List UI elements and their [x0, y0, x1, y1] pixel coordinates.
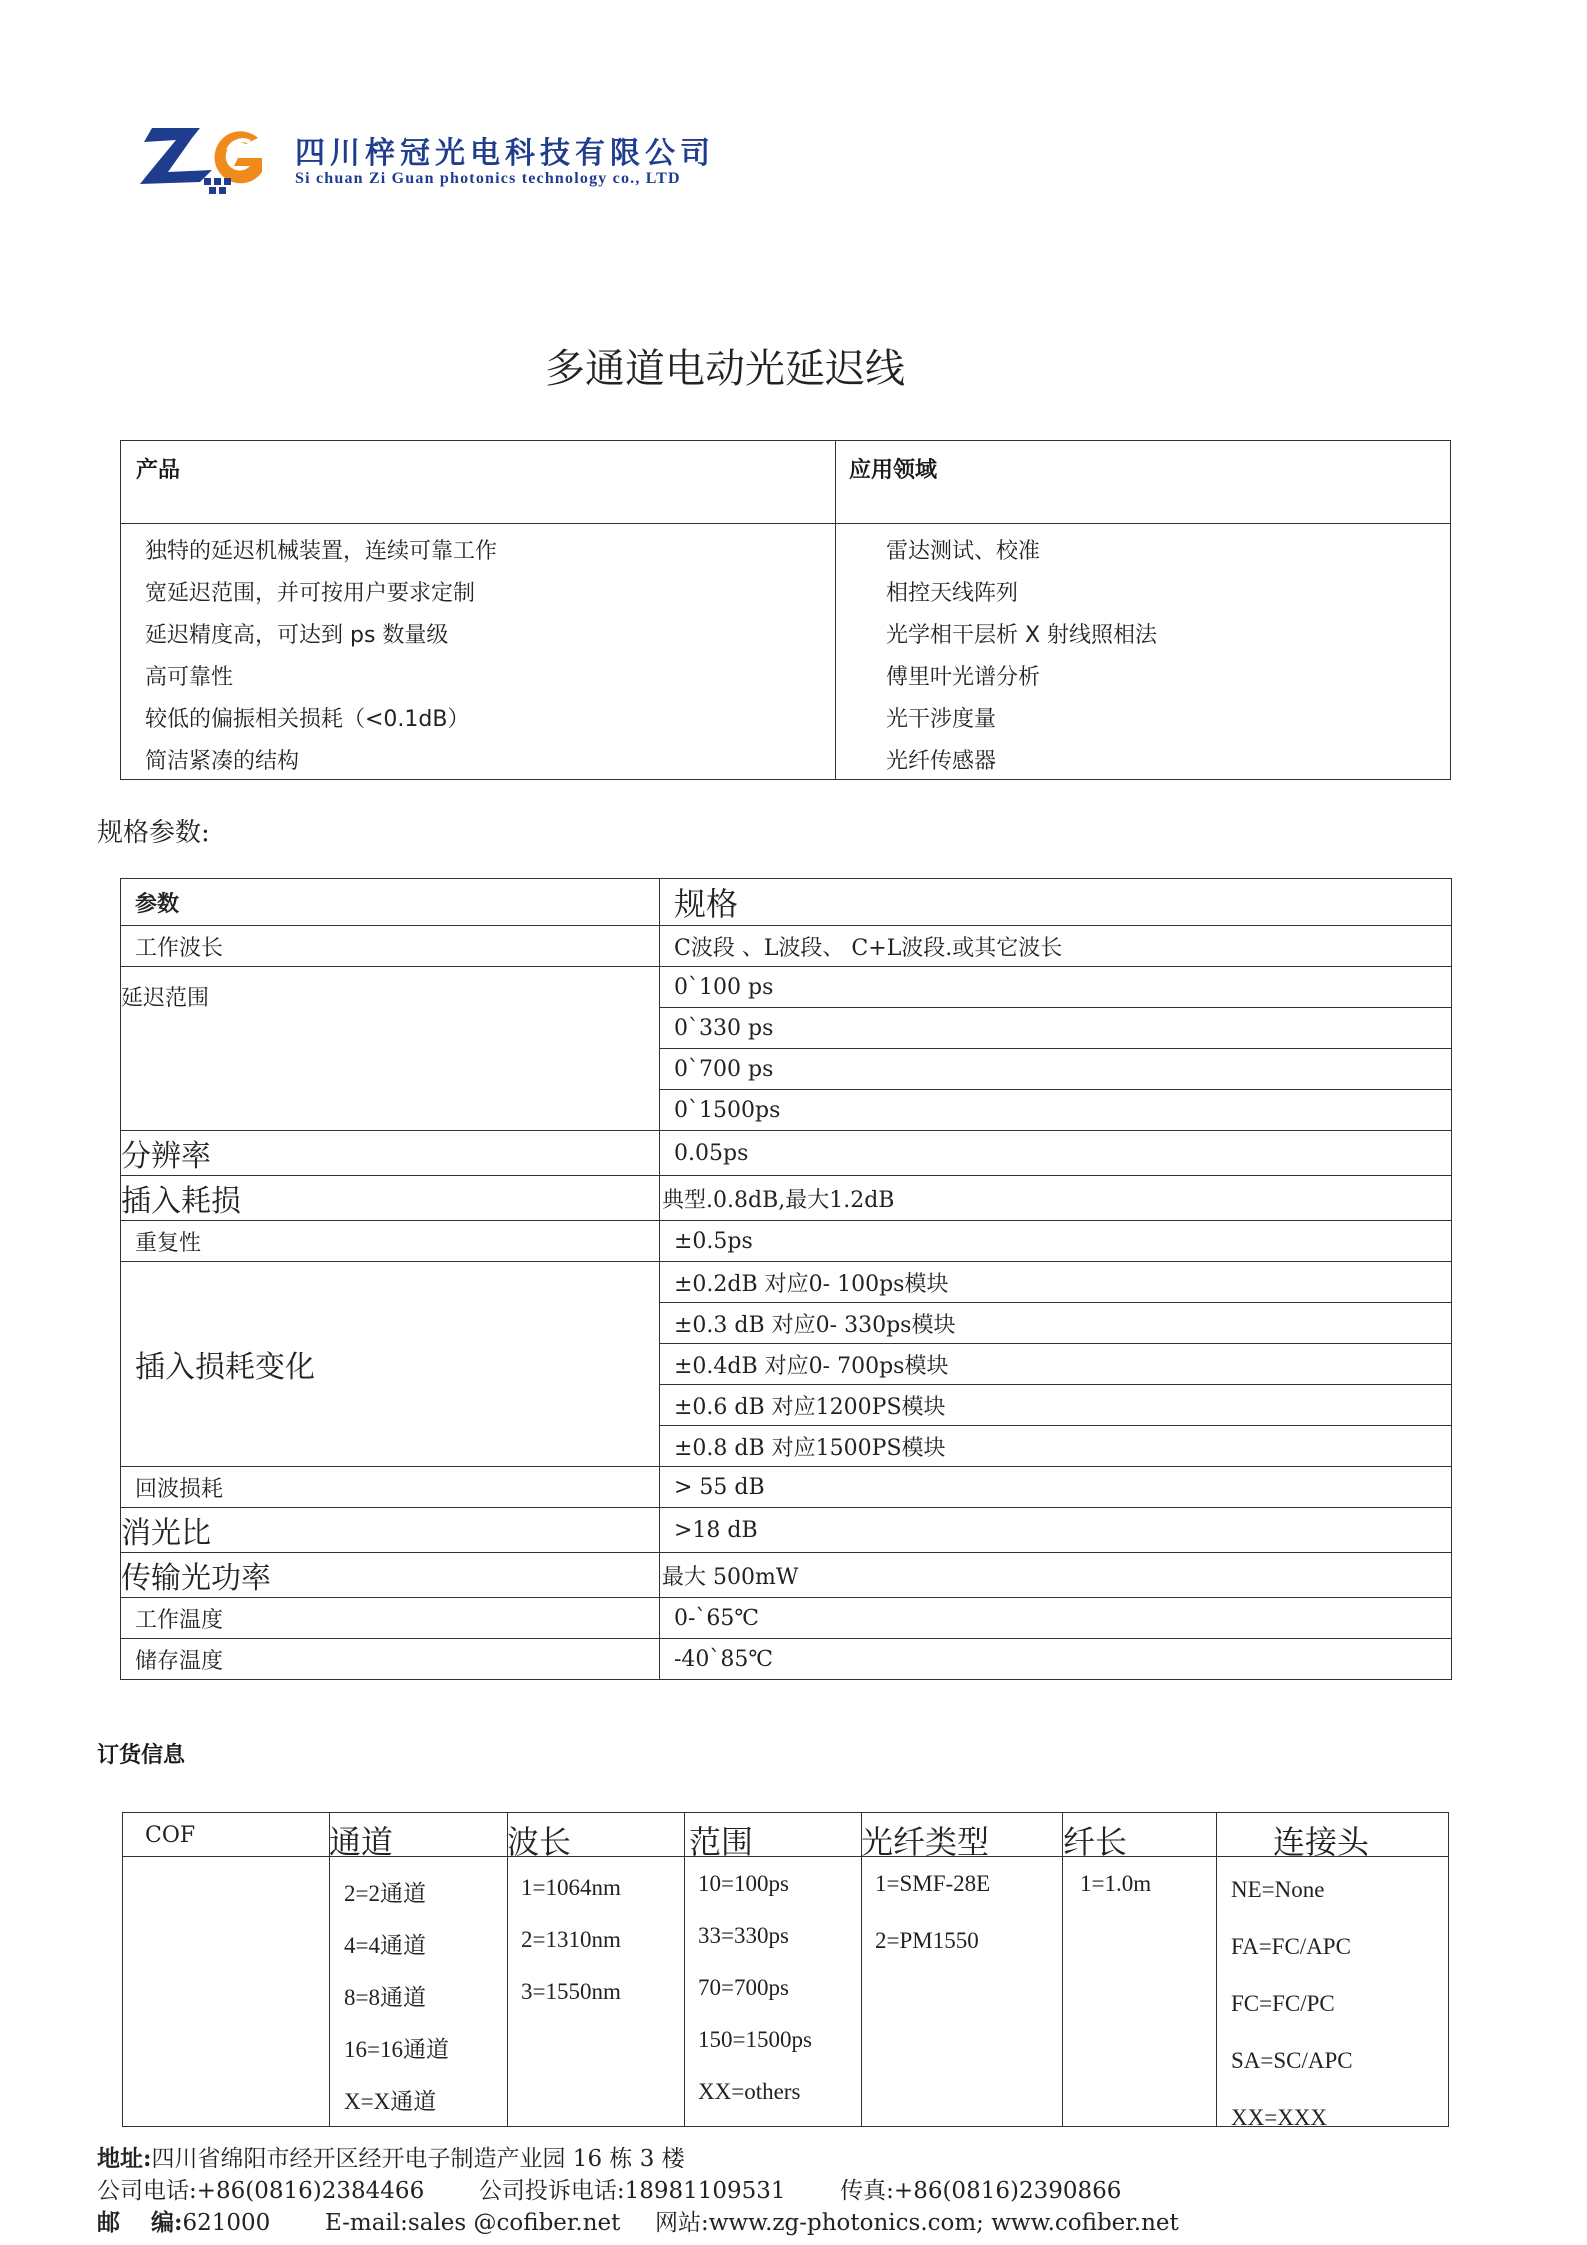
table-row [121, 1131, 1452, 1176]
list-item: 2=2通道 [344, 1881, 426, 1906]
spec-table [120, 878, 1452, 1680]
il-variation-value: ±0.3 dB 对应0- 330ps模块 [660, 1303, 1452, 1344]
list-item: 150=1500ps [698, 2027, 812, 2052]
complaint-value: 18981109531 [624, 2178, 786, 2204]
list-item: FC=FC/PC [1231, 1991, 1335, 2016]
list-item: 光纤传感器 [886, 749, 997, 774]
zip-value: 621000 [182, 2210, 271, 2236]
list-item: 雷达测试、校准 [886, 539, 1041, 564]
op-temp-value: 0-`65℃ [660, 1598, 1452, 1639]
list-item: 光干涉度量 [886, 707, 997, 732]
wavelength-options [521, 1875, 621, 2031]
table-divider [684, 1813, 685, 2126]
table-divider [123, 1856, 1448, 1857]
table-row [121, 1639, 1452, 1680]
phone-label: 公司电话: [97, 2178, 197, 2204]
delay-range-value: 0`330 ps [660, 1008, 1452, 1049]
insertion-loss-value: 典型.0.8dB,最大1.2dB [660, 1176, 1452, 1221]
email-link[interactable]: sales @cofiber.net [407, 2210, 621, 2236]
list-item: NE=None [1231, 1877, 1325, 1902]
list-item: FA=FC/APC [1231, 1934, 1351, 1959]
features-table [120, 440, 1451, 780]
table-row [121, 1553, 1452, 1598]
list-item: 延迟精度高，可达到 ps 数量级 [145, 623, 449, 648]
application-header: 应用领域 [849, 458, 938, 483]
list-item: 70=700ps [698, 1975, 789, 2000]
table-row [121, 967, 1452, 1008]
list-item: 高可靠性 [145, 665, 234, 690]
extinction-value: >18 dB [660, 1508, 1452, 1553]
list-item: 光学相干层析 X 射线照相法 [886, 623, 1158, 648]
table-row [121, 879, 1452, 926]
company-name-en: Si chuan Zi Guan photonics technology co., LTD [295, 170, 681, 187]
return-loss-label: 回波损耗 [121, 1467, 660, 1508]
list-item: 1=1.0m [1080, 1871, 1152, 1896]
il-variation-value: ±0.6 dB 对应1200PS模块 [660, 1385, 1452, 1426]
resolution-label: 分辨率 [121, 1131, 660, 1176]
list-item: 33=330ps [698, 1923, 789, 1948]
insertion-loss-label: 插入耗损 [121, 1176, 660, 1221]
wavelength-label: 工作波长 [121, 926, 660, 967]
delay-range-value: 0`1500ps [660, 1090, 1452, 1131]
repeatability-label: 重复性 [121, 1221, 660, 1262]
address-label: 地址: [97, 2145, 152, 2172]
table-divider [1216, 1813, 1217, 2126]
list-item: 10=100ps [698, 1871, 789, 1896]
contact-line-2 [97, 2204, 1179, 2237]
order-prefix: COF [145, 1823, 196, 1848]
op-temp-label: 工作温度 [121, 1598, 660, 1639]
connector-header: 连接头 [1273, 1823, 1370, 1861]
web-link[interactable]: www.zg-photonics.com; www.cofiber.net [708, 2210, 1179, 2236]
product-header: 产品 [136, 458, 181, 483]
wavelength-header: 波长 [507, 1823, 572, 1861]
delay-range-value: 0`700 ps [660, 1049, 1452, 1090]
address-line [97, 2140, 685, 2173]
resolution-value: 0.05ps [660, 1131, 1452, 1176]
table-row [121, 1508, 1452, 1553]
zg-logo-icon [130, 120, 278, 198]
repeatability-value: ±0.5ps [660, 1221, 1452, 1262]
company-name-cn: 四川梓冠光电科技有限公司 [295, 136, 715, 171]
fax-label: 传真: [840, 2178, 894, 2204]
list-item: 较低的偏振相关损耗（<0.1dB） [145, 707, 470, 732]
list-item: 1=SMF-28E [875, 1871, 991, 1896]
fax-value: +86(0816)2390866 [893, 2178, 1122, 2204]
order-heading: 订货信息 [97, 1743, 186, 1768]
channels-options [344, 1875, 449, 2135]
list-item: 相控天线阵列 [886, 581, 1019, 606]
phone-value: +86(0816)2384466 [196, 2178, 425, 2204]
application-list [886, 531, 1157, 783]
page-title: 多通道电动光延迟线 [545, 346, 905, 392]
return-loss-value: > 55 dB [660, 1467, 1452, 1508]
list-item: 16=16通道 [344, 2037, 449, 2062]
delay-range-value: 0`100 ps [660, 967, 1452, 1008]
fiber-type-options [875, 1871, 990, 1985]
value-header: 规格 [660, 879, 1452, 926]
table-divider [121, 523, 1450, 524]
optical-power-label: 传输光功率 [121, 1553, 660, 1598]
contact-line [97, 2172, 1121, 2205]
storage-temp-label: 储存温度 [121, 1639, 660, 1680]
table-row [121, 1221, 1452, 1262]
fiber-length-options [1080, 1871, 1151, 1923]
wavelength-value: C波段 、L波段、 C+L波段.或其它波长 [660, 926, 1452, 967]
table-row [121, 1467, 1452, 1508]
channels-header: 通道 [329, 1823, 394, 1861]
list-item: XX=XXX [1231, 2105, 1328, 2130]
table-row [121, 1262, 1452, 1303]
list-item: 4=4通道 [344, 1933, 426, 1958]
range-options [698, 1871, 812, 2131]
delay-range-label: 延迟范围 [121, 967, 660, 1131]
il-variation-value: ±0.8 dB 对应1500PS模块 [660, 1426, 1452, 1467]
table-row [121, 1598, 1452, 1639]
complaint-label: 公司投诉电话: [478, 2178, 625, 2204]
list-item: 8=8通道 [344, 1985, 426, 2010]
range-header: 范围 [689, 1823, 754, 1861]
list-item: 2=1310nm [521, 1927, 621, 1952]
list-item: X=X通道 [344, 2089, 437, 2114]
il-variation-value: ±0.2dB 对应0- 100ps模块 [660, 1262, 1452, 1303]
table-divider [835, 441, 836, 779]
fiber-length-header: 纤长 [1063, 1823, 1128, 1861]
list-item: 独特的延迟机械装置，连续可靠工作 [145, 539, 498, 564]
list-item: 傅里叶光谱分析 [886, 665, 1041, 690]
storage-temp-value: -40`85℃ [660, 1639, 1452, 1680]
zip-label: 邮 编: [97, 2209, 183, 2236]
il-variation-label: 插入损耗变化 [121, 1262, 660, 1467]
table-row [121, 1176, 1452, 1221]
product-feature-list [145, 531, 497, 783]
list-item: 1=1064nm [521, 1875, 621, 1900]
list-item: 宽延迟范围，并可按用户要求定制 [145, 581, 476, 606]
fiber-type-header: 光纤类型 [861, 1823, 990, 1861]
table-row [121, 926, 1452, 967]
extinction-label: 消光比 [121, 1508, 660, 1553]
web-label: 网站: [655, 2210, 709, 2236]
spec-heading: 规格参数: [97, 818, 210, 848]
list-item: SA=SC/APC [1231, 2048, 1353, 2073]
connector-options [1231, 1877, 1353, 2135]
list-item: XX=others [698, 2079, 801, 2104]
list-item: 3=1550nm [521, 1979, 621, 2004]
list-item: 2=PM1550 [875, 1928, 979, 1953]
list-item: 简洁紧凑的结构 [145, 749, 300, 774]
il-variation-value: ±0.4dB 对应0- 700ps模块 [660, 1344, 1452, 1385]
order-table [122, 1812, 1449, 2130]
email-label: E-mail: [324, 2210, 408, 2236]
optical-power-value: 最大 500mW [660, 1553, 1452, 1598]
address-value: 四川省绵阳市经开区经开电子制造产业园 16 栋 3 楼 [151, 2146, 685, 2172]
param-header: 参数 [121, 879, 660, 926]
